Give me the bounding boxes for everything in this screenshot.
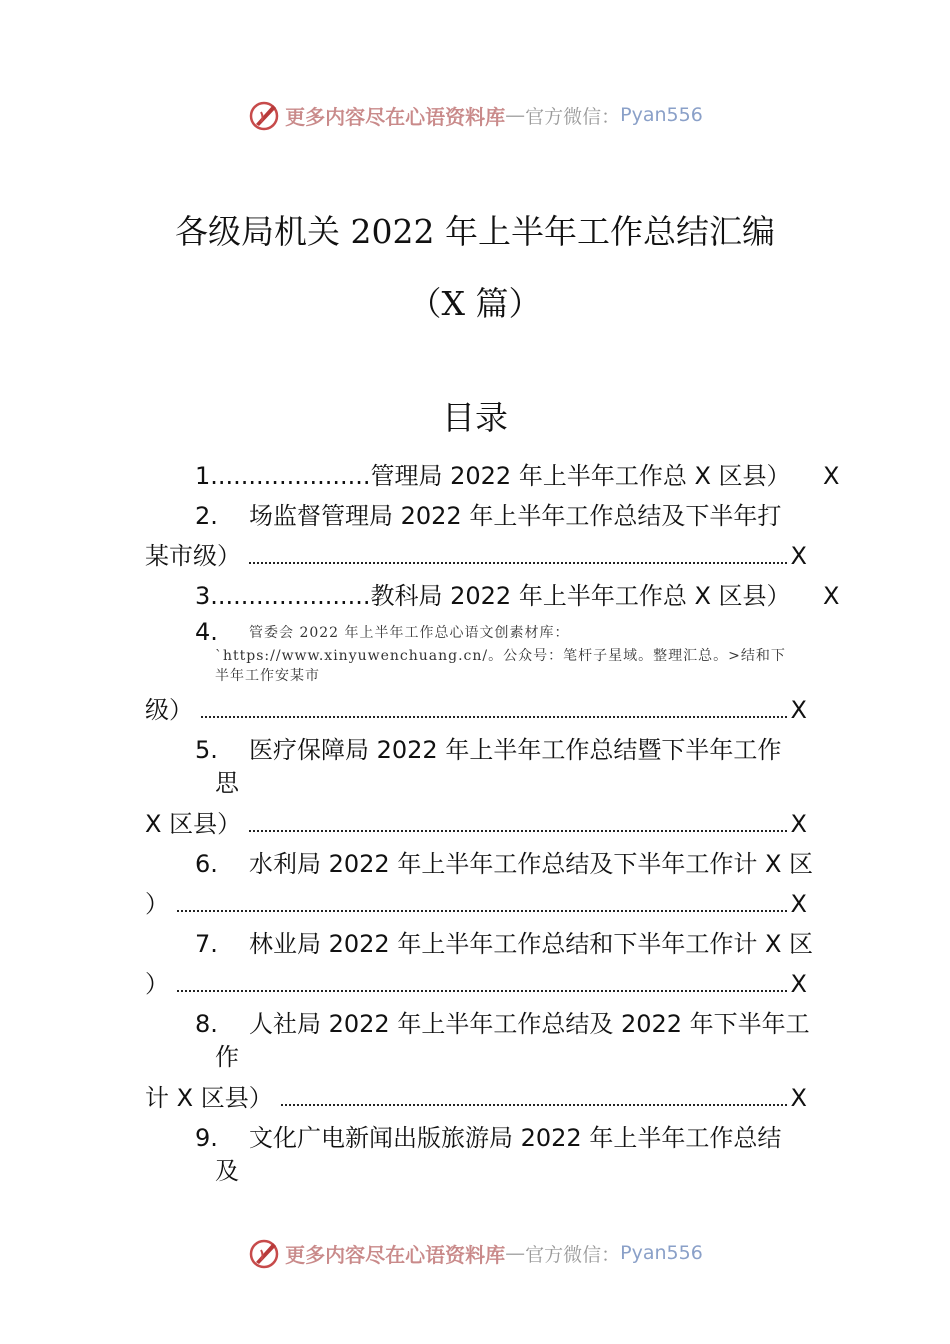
toc-item-text-small-cont: 半年工作安某市 <box>215 668 320 684</box>
toc-item-number: 1. <box>195 462 218 490</box>
toc-item-page: X <box>790 1084 807 1112</box>
toc-item-page: X <box>823 462 840 490</box>
dot-leader <box>201 715 787 718</box>
toc-item-page: X <box>790 970 807 998</box>
dot-leader <box>177 989 787 992</box>
watermark-text: 更多内容尽在心语资料库 <box>285 1242 506 1267</box>
toc-item-text-wrap: 及 <box>215 1157 239 1185</box>
toc-item-text-continued: ） <box>145 890 169 918</box>
toc-item-text-continued: 某市级） <box>145 542 241 570</box>
toc-item-number: 5. <box>195 736 218 764</box>
toc-item-8[interactable] <box>195 1012 218 1036</box>
toc-item-2[interactable] <box>195 504 218 528</box>
toc-item-text-continued: ） <box>145 970 169 998</box>
toc-item-number: 4. <box>195 618 218 646</box>
toc-item-leader-row <box>145 812 807 836</box>
toc-item-number: 8. <box>195 1010 218 1038</box>
toc-item-6[interactable] <box>195 852 218 876</box>
toc-item-7[interactable] <box>195 932 218 956</box>
watermark-wechat-label: 官方微信： <box>525 105 621 128</box>
toc-item-leader-row <box>145 698 807 722</box>
toc-item-text-small-url: `https://www.xinyuwenchuang.cn/。公众号：笔杆子星域。整理汇总。>结和下 <box>215 648 786 664</box>
toc-item-3[interactable] <box>195 584 791 608</box>
toc-item-number: 9. <box>195 1124 218 1152</box>
toc-item-text-small: 管委会 2022 年上半年工作总心语文创素材库： <box>249 625 570 641</box>
toc-item-text: 医疗保障局 2022 年上半年工作总结暨下半年工作 <box>249 736 782 764</box>
toc-item-page: X <box>823 582 840 610</box>
document-title: 各级局机关 2022 年上半年工作总结汇编 <box>175 212 775 251</box>
toc-item-text: 场监督管理局 2022 年上半年工作总结及下半年打 <box>249 502 782 530</box>
toc-item-page: X <box>790 542 807 570</box>
document-subtitle: （X 篇） <box>408 284 542 323</box>
dot-leader <box>281 1103 787 1106</box>
toc-item-text: ....................管理局 2022 年上半年工作总 X 区县） <box>217 462 791 490</box>
toc-item-text: ....................教科局 2022 年上半年工作总 X 区县） <box>217 582 791 610</box>
toc-heading: 目录 <box>442 398 508 437</box>
watermark-wechat-label: 官方微信： <box>525 1243 621 1266</box>
toc-item-1[interactable] <box>195 464 791 488</box>
toc-item-text-continued: 级） <box>145 696 193 724</box>
toc-item-4[interactable] <box>195 620 218 644</box>
toc-item-text-continued: 计 X 区县） <box>145 1084 273 1112</box>
toc-item-number: 7. <box>195 930 218 958</box>
toc-item-text: 水利局 2022 年上半年工作总结及下半年工作计 X 区 <box>249 850 814 878</box>
toc-item-page: X <box>790 890 807 918</box>
watermark-wechat-id: Pyan556 <box>620 1242 703 1264</box>
toc-item-number: 6. <box>195 850 218 878</box>
toc-item-page: X <box>790 810 807 838</box>
toc-item-text-continued: X 区县） <box>145 810 242 838</box>
dot-leader <box>177 909 787 912</box>
watermark-text: 更多内容尽在心语资料库 <box>285 104 506 129</box>
toc-item-text-wrap: 作 <box>215 1043 239 1071</box>
seal-logo-icon <box>247 98 281 132</box>
toc-item-9[interactable] <box>195 1126 218 1150</box>
toc-item-leader-row <box>145 892 807 916</box>
toc-item-text: 文化广电新闻出版旅游局 2022 年上半年工作总结 <box>249 1124 782 1152</box>
toc-item-5[interactable] <box>195 738 218 762</box>
toc-item-leader-row <box>145 544 807 568</box>
watermark-wechat-id: Pyan556 <box>620 104 703 126</box>
dot-leader <box>249 829 786 832</box>
toc-item-page: X <box>790 696 807 724</box>
toc-item-leader-row <box>145 1086 807 1110</box>
seal-logo-icon <box>247 1236 281 1270</box>
footer-watermark <box>0 1233 950 1273</box>
toc-item-text: 林业局 2022 年上半年工作总结和下半年工作计 X 区 <box>249 930 814 958</box>
toc-item-number: 2. <box>195 502 218 530</box>
toc-item-text-wrap: 思 <box>215 769 239 797</box>
toc-item-number: 3. <box>195 582 218 610</box>
watermark-separator: — <box>505 103 526 127</box>
header-watermark <box>0 95 950 135</box>
toc-item-leader-row <box>145 972 807 996</box>
toc-item-text: 人社局 2022 年上半年工作总结及 2022 年下半年工 <box>249 1010 810 1038</box>
dot-leader <box>249 561 787 564</box>
watermark-separator: — <box>505 1241 526 1265</box>
